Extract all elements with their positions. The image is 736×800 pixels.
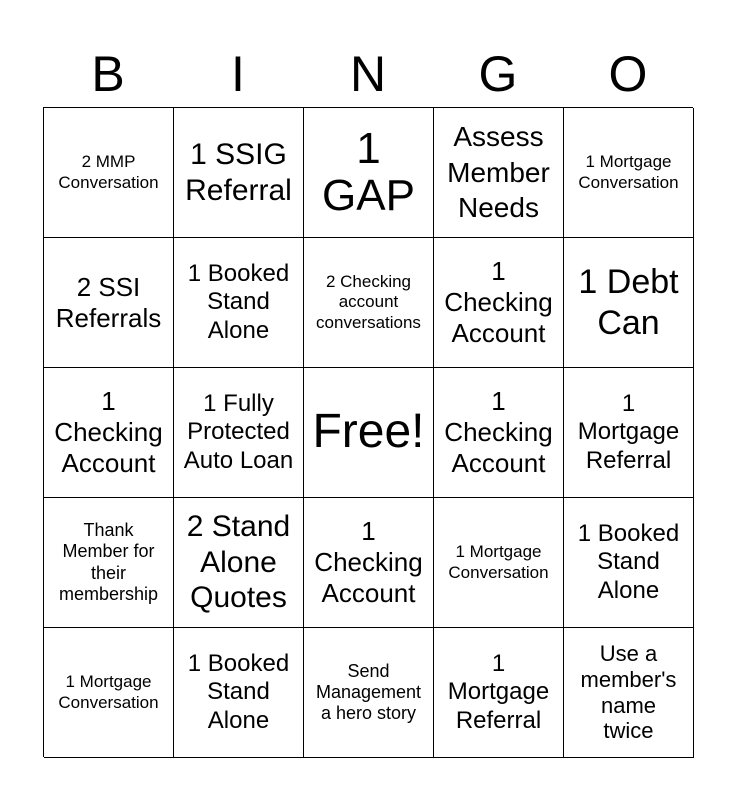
header-letter-o: O	[608, 46, 648, 102]
bingo-cell[interactable]: 1 Checking Account	[304, 498, 434, 628]
bingo-cell[interactable]: 1 GAP	[304, 108, 434, 238]
bingo-cell[interactable]: 1 Checking Account	[44, 368, 174, 498]
bingo-cell[interactable]: 1 Checking Account	[434, 368, 564, 498]
bingo-header	[43, 40, 693, 108]
bingo-cell[interactable]: 1 SSIG Referral	[174, 108, 304, 238]
bingo-cell[interactable]: 2 MMP Conversation	[44, 108, 174, 238]
bingo-cell[interactable]: 1 Mortgage Conversation	[564, 108, 694, 238]
bingo-cell[interactable]: 2 Checking account conversations	[304, 238, 434, 368]
header-letter-n: N	[349, 46, 387, 102]
bingo-cell[interactable]: 1 Mortgage Conversation	[434, 498, 564, 628]
bingo-cell[interactable]: 2 SSI Referrals	[44, 238, 174, 368]
bingo-card-grid	[43, 107, 693, 757]
bingo-cell[interactable]: 1 Booked Stand Alone	[564, 498, 694, 628]
bingo-cell[interactable]: 1 Mortgage Referral	[564, 368, 694, 498]
bingo-cell[interactable]: 2 Stand Alone Quotes	[174, 498, 304, 628]
bingo-cell[interactable]: Assess Member Needs	[434, 108, 564, 238]
header-letter-i: I	[231, 46, 245, 102]
bingo-cell[interactable]: 1 Booked Stand Alone	[174, 238, 304, 368]
header-letter-g: G	[478, 46, 518, 102]
bingo-cell[interactable]: 1 Fully Protected Auto Loan	[174, 368, 304, 498]
bingo-cell[interactable]: 1 Mortgage Conversation	[44, 628, 174, 758]
bingo-cell[interactable]: 1 Debt Can	[564, 238, 694, 368]
header-letter-b: B	[91, 46, 125, 102]
bingo-cell[interactable]: 1 Checking Account	[434, 238, 564, 368]
bingo-cell[interactable]: Send Management a hero story	[304, 628, 434, 758]
bingo-cell[interactable]: Thank Member for their membership	[44, 498, 174, 628]
bingo-cell[interactable]: 1 Booked Stand Alone	[174, 628, 304, 758]
bingo-cell[interactable]: 1 Mortgage Referral	[434, 628, 564, 758]
bingo-cell[interactable]: Use a member's name twice	[564, 628, 694, 758]
free-space-cell[interactable]: Free!	[304, 368, 434, 498]
